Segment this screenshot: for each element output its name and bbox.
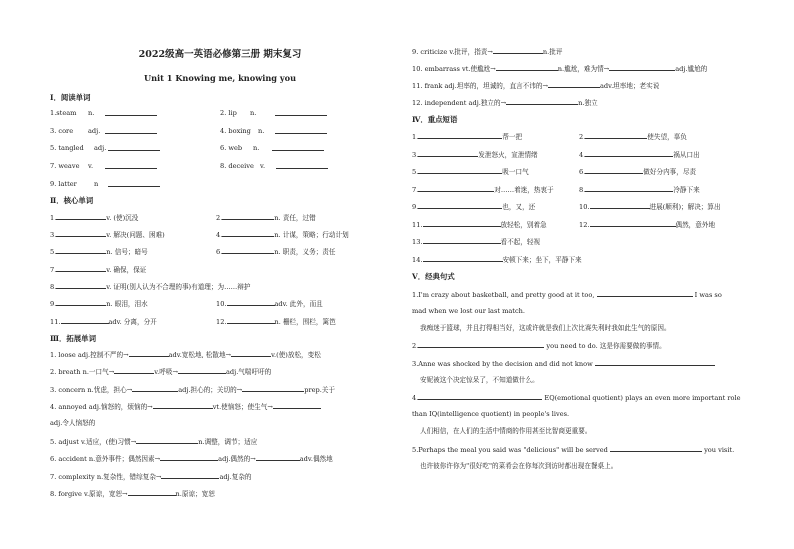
core-blank[interactable] <box>56 298 106 306</box>
phrase-blank[interactable] <box>585 149 673 157</box>
phrase-blank[interactable] <box>418 149 478 157</box>
extend-blank[interactable] <box>160 453 218 461</box>
reading-word: 8. deceive <box>220 162 254 170</box>
reading-blank[interactable] <box>105 108 157 119</box>
reading-blank[interactable] <box>105 126 157 137</box>
phrase-item <box>412 201 535 212</box>
core-number: 9. <box>50 300 57 308</box>
extend-text: vt.使恼怒；使生气→ <box>212 403 273 411</box>
phrase-item <box>412 254 582 265</box>
core-number: 7. <box>50 266 57 274</box>
sentence-blank[interactable] <box>610 444 702 452</box>
sentence-text: 1.I'm crazy about basketball, and pretty good at it too, <box>412 291 597 299</box>
extend-blank[interactable] <box>132 384 178 392</box>
sentence-blank[interactable] <box>418 392 542 400</box>
core-item <box>50 246 148 257</box>
reading-blank[interactable] <box>105 161 157 172</box>
core-blank[interactable] <box>56 229 106 237</box>
core-number: 2. <box>216 214 223 222</box>
extend-text: 10. embarrass vt.使尴尬→ <box>412 65 496 73</box>
phrase-meaning: 吸一口气 <box>502 168 529 176</box>
reading-pos: n. <box>88 109 95 117</box>
reading-blank[interactable] <box>272 143 324 154</box>
phrase-number: 3. <box>412 151 419 159</box>
extend-text: n.尴尬，难为情→ <box>557 65 610 73</box>
core-item <box>50 298 148 309</box>
extend-text: 7. complexity n.复杂性，错综复杂→ <box>50 473 162 481</box>
phrase-meaning: 使失望，辜负 <box>647 133 687 141</box>
reading-pos: v. <box>88 162 94 170</box>
extend-text: adv.宽松地, 松散地→ <box>168 351 232 359</box>
extend-text: adj.复杂的 <box>219 473 252 481</box>
extend-blank[interactable] <box>506 97 578 105</box>
phrase-blank[interactable] <box>585 166 643 174</box>
phrase-meaning: 安顿下来；坐下，平静下来 <box>502 256 582 264</box>
phrase-blank[interactable] <box>423 254 503 262</box>
core-number: 10. <box>216 300 227 308</box>
phrase-item <box>412 166 529 177</box>
phrase-blank[interactable] <box>423 219 501 227</box>
phrase-number: 5. <box>412 168 419 176</box>
sentence-text: I was so <box>692 291 722 299</box>
sentence-1-translation: 我痴迷于篮球，并且打得相当好，这或许就是我们上次比赛失利时我如此生气的原因。 <box>420 324 671 332</box>
phrase-number: 6. <box>579 168 586 176</box>
phrase-number: 14. <box>412 256 423 264</box>
phrase-item <box>412 184 554 195</box>
extend-blank[interactable] <box>161 471 219 479</box>
phrase-number: 11. <box>412 221 423 229</box>
reading-pos: n. <box>253 144 260 152</box>
sentence-3-translation: 安妮被这个决定惊呆了，不知道做什么。 <box>420 376 539 384</box>
extend-blank[interactable] <box>493 46 543 54</box>
extend-text: n.批评 <box>542 48 563 56</box>
reading-pos: v. <box>260 162 266 170</box>
core-meaning: v. 证明(别人认为不合理的事)有道理；为……辩护 <box>106 283 251 291</box>
core-blank[interactable] <box>56 264 106 272</box>
reading-item <box>50 108 76 118</box>
extend-line-4b: adj.令人恼怒的 <box>50 419 96 427</box>
extend-text: 9. criticize v.批评，指责→ <box>412 48 493 56</box>
phrase-blank[interactable] <box>585 131 647 139</box>
extend-line-4 <box>50 401 321 412</box>
phrase-item <box>412 131 522 142</box>
core-blank[interactable] <box>56 246 106 254</box>
core-meaning: n. 眼泪，泪水 <box>106 300 148 308</box>
phrase-blank[interactable] <box>418 184 494 192</box>
phrase-meaning: 冷静下来 <box>673 186 700 194</box>
extend-line-9 <box>412 46 562 57</box>
sentence-blank[interactable] <box>595 358 715 366</box>
core-item <box>216 229 349 240</box>
phrase-blank[interactable] <box>423 236 501 244</box>
phrase-item <box>579 201 721 212</box>
phrase-meaning: 对……着迷，热衷于 <box>494 186 554 194</box>
unit-title: Unit 1 Knowing me, knowing you <box>143 73 297 83</box>
phrase-item <box>579 131 687 142</box>
reading-blank[interactable] <box>275 108 327 119</box>
phrase-number: 4. <box>579 151 586 159</box>
core-meaning: n. 责任，过错 <box>274 214 316 222</box>
extend-text: 6. accident n.意外事件；偶然因素→ <box>50 455 161 463</box>
section-core-words: Ⅱ．核心单词 <box>50 196 94 205</box>
core-item <box>50 281 250 292</box>
core-item <box>50 212 138 223</box>
phrase-meaning: 发泄怒火，宣泄情绪 <box>478 151 538 159</box>
core-number: 1. <box>50 214 57 222</box>
sentence-text: you need to do. 这是你需要做的事情。 <box>544 342 666 350</box>
core-blank[interactable] <box>56 281 106 289</box>
core-item <box>216 246 336 257</box>
extend-text: adj.气喘吁吁的 <box>226 368 272 376</box>
core-meaning: n. 信号；暗号 <box>106 248 148 256</box>
sentence-1-cont: mad when we lost our last match. <box>412 307 525 315</box>
core-meaning: adv. 此外，而且 <box>274 300 323 308</box>
phrase-number: 8. <box>579 186 586 194</box>
core-blank[interactable] <box>222 212 274 220</box>
core-item <box>216 298 323 309</box>
extend-text: n.调整，调节；适应 <box>198 438 258 446</box>
core-blank[interactable] <box>222 246 274 254</box>
extend-blank[interactable] <box>231 349 271 357</box>
core-item <box>50 229 165 240</box>
phrase-item <box>579 149 700 160</box>
core-number: 12. <box>216 318 227 326</box>
core-item <box>216 316 336 327</box>
phrase-number: 10. <box>579 203 590 211</box>
extend-blank[interactable] <box>242 384 304 392</box>
extend-blank[interactable] <box>114 366 154 374</box>
extend-blank[interactable] <box>496 63 558 71</box>
reading-word: 7. weave <box>50 162 80 170</box>
sentence-text: 3.Anne was shocked by the decision and did not know <box>412 360 595 368</box>
reading-pos: n. <box>250 109 257 117</box>
core-number: 6. <box>216 248 223 256</box>
section-reading-words: Ⅰ．阅读单词 <box>50 93 91 102</box>
extend-text: 2. breath n.一口气→ <box>50 368 115 376</box>
core-meaning: v. 确保，保证 <box>106 266 147 274</box>
phrase-meaning: 做好分内事，尽责 <box>643 168 697 176</box>
core-meaning: v. 解决(问题、困难) <box>106 231 165 239</box>
sentence-4-cont: than IQ(intelligence quotient) in people's lives. <box>412 410 570 418</box>
extend-blank[interactable] <box>178 366 226 374</box>
sentence-text: 2. <box>412 342 419 350</box>
phrase-blank[interactable] <box>590 219 676 227</box>
extend-text: 3. concern n.忧虑，担心→ <box>50 386 133 394</box>
extend-blank[interactable] <box>609 63 675 71</box>
phrase-number: 2. <box>579 133 586 141</box>
phrase-blank[interactable] <box>585 184 673 192</box>
phrase-item <box>412 149 538 160</box>
phrase-item <box>412 219 547 230</box>
extend-text: n.独立 <box>578 99 598 107</box>
reading-blank[interactable] <box>275 126 327 137</box>
core-meaning: adv. 分离，分开 <box>108 318 157 326</box>
core-blank[interactable] <box>227 316 275 324</box>
extend-text: 5. adjust v.适应，(使)习惯→ <box>50 438 137 446</box>
core-item <box>216 212 316 223</box>
phrase-meaning: 也，又，还 <box>502 203 536 211</box>
extend-text: adv.偶然地 <box>299 455 333 463</box>
extend-line-3 <box>50 384 335 395</box>
phrase-meaning: 看不起，轻视 <box>500 238 541 246</box>
reading-word: 4. boxing <box>220 127 251 135</box>
phrase-meaning: 放轻松，别着急 <box>500 221 547 229</box>
core-number: 8. <box>50 283 57 291</box>
extend-text: adj.偶然的→ <box>218 455 256 463</box>
sentence-blank[interactable] <box>597 289 693 297</box>
phrase-number: 1. <box>412 133 419 141</box>
extend-line-2 <box>50 366 271 377</box>
reading-word: 3. core <box>50 127 74 135</box>
extend-line-1 <box>50 349 321 360</box>
core-number: 3. <box>50 231 57 239</box>
phrase-blank[interactable] <box>590 201 650 209</box>
extend-line-11 <box>412 80 659 91</box>
sentence-text: EQ(emotional quotient) plays an even more important role <box>542 394 741 402</box>
reading-blank[interactable] <box>108 143 160 154</box>
phrase-meaning: 进展(顺利)；解决；算出 <box>649 203 721 211</box>
page-title: 2022级高一英语必修第三册 期末复习 <box>138 49 302 60</box>
phrase-blank[interactable] <box>418 166 502 174</box>
phrase-meaning: 偶然，意外地 <box>675 221 716 229</box>
sentence-5 <box>412 444 734 455</box>
reading-word: 5. tangled <box>50 144 84 152</box>
reading-word: 6. web <box>220 144 243 152</box>
section-key-phrases: Ⅳ．重点短语 <box>412 115 458 124</box>
sentence-5-translation: 也许彼你许你为"很好吃"的菜肴会在你每次到访时都出现在餐桌上。 <box>420 462 618 470</box>
extend-line-8 <box>50 488 215 499</box>
sentence-text: 4. <box>412 394 419 402</box>
sentence-blank[interactable] <box>418 340 544 348</box>
core-item <box>50 264 146 275</box>
phrase-item <box>579 219 715 230</box>
reading-word: 9. latter <box>50 180 77 188</box>
phrase-blank[interactable] <box>418 201 502 209</box>
phrase-blank[interactable] <box>418 131 502 139</box>
extend-text: v.呼吸→ <box>154 368 178 376</box>
sentence-text: 5.Perhaps the meal you said was "delicious" will be served <box>412 446 610 454</box>
reading-pos: adj. <box>94 144 107 152</box>
core-number: 5. <box>50 248 57 256</box>
core-meaning: n. 栅栏，围栏，篱笆 <box>274 318 336 326</box>
phrase-number: 9. <box>412 203 419 211</box>
extend-text: 12. independent adj.独立的→ <box>412 99 507 107</box>
extend-line-5 <box>50 436 257 447</box>
phrase-meaning: 帮一把 <box>502 133 523 141</box>
sentence-2 <box>412 340 666 351</box>
core-meaning: v. (使)沉没 <box>106 214 139 222</box>
core-meaning: n. 职责，义务；责任 <box>274 248 336 256</box>
core-blank[interactable] <box>227 298 275 306</box>
core-meaning: n. 计谋，策略；行动计划 <box>274 231 349 239</box>
sentence-1 <box>412 289 722 300</box>
extend-text: adv.坦率地；老实说 <box>599 82 660 90</box>
phrase-item <box>579 184 700 195</box>
core-item <box>50 316 157 327</box>
extend-text: adj.担心的；关切的→ <box>178 386 243 394</box>
core-blank[interactable] <box>61 316 109 324</box>
reading-pos: n <box>94 180 99 188</box>
phrase-number: 13. <box>412 238 423 246</box>
section-classic-sentences: Ⅴ．经典句式 <box>412 272 455 281</box>
extend-text: v.(使)放松，变松 <box>271 351 321 359</box>
reading-blank[interactable] <box>276 161 328 172</box>
phrase-meaning: 祸从口出 <box>673 151 700 159</box>
extend-text: 1. loose adj.控制不严的→ <box>50 351 129 359</box>
extend-blank[interactable] <box>273 401 321 409</box>
reading-word: 1.steam <box>50 109 77 117</box>
extend-text: adj.尴尬的 <box>675 65 708 73</box>
sentence-3 <box>412 358 715 369</box>
extend-blank[interactable] <box>256 453 300 461</box>
extend-text: 11. frank adj.坦率的，坦诚的，直言不讳的→ <box>412 82 548 90</box>
core-number: 11. <box>50 318 61 326</box>
extend-text: n.原谅；宽恕 <box>175 490 215 498</box>
phrase-number: 12. <box>579 221 590 229</box>
extend-blank[interactable] <box>548 80 600 88</box>
phrase-number: 7. <box>412 186 419 194</box>
core-number: 4. <box>216 231 223 239</box>
extend-text: 8. forgive v.原谅，宽恕→ <box>50 490 128 498</box>
extend-blank[interactable] <box>128 488 176 496</box>
extend-line-12 <box>412 97 598 108</box>
reading-pos: adj. <box>88 127 101 135</box>
sentence-text: you visit. <box>701 446 735 454</box>
sentence-4-translation: 人们相信，在人们的生活中情商的作用甚至比智商更重要。 <box>420 427 592 435</box>
extend-blank[interactable] <box>153 401 213 409</box>
extend-line-6 <box>50 453 333 464</box>
reading-word: 2. lip <box>220 109 237 117</box>
phrase-item <box>579 166 696 177</box>
reading-pos: n. <box>258 127 265 135</box>
extend-text: 4. annoyed adj.恼怒的，烦恼的→ <box>50 403 153 411</box>
extend-line-7 <box>50 471 252 482</box>
sentence-4 <box>412 392 740 403</box>
core-blank[interactable] <box>56 212 106 220</box>
phrase-item <box>412 236 540 247</box>
section-extended-words: Ⅲ．拓展单词 <box>50 334 96 343</box>
extend-text: prep.关于 <box>304 386 335 394</box>
extend-line-10 <box>412 63 707 74</box>
reading-blank[interactable] <box>108 179 160 190</box>
core-blank[interactable] <box>222 229 274 237</box>
extend-blank[interactable] <box>136 436 198 444</box>
extend-blank[interactable] <box>129 349 169 357</box>
